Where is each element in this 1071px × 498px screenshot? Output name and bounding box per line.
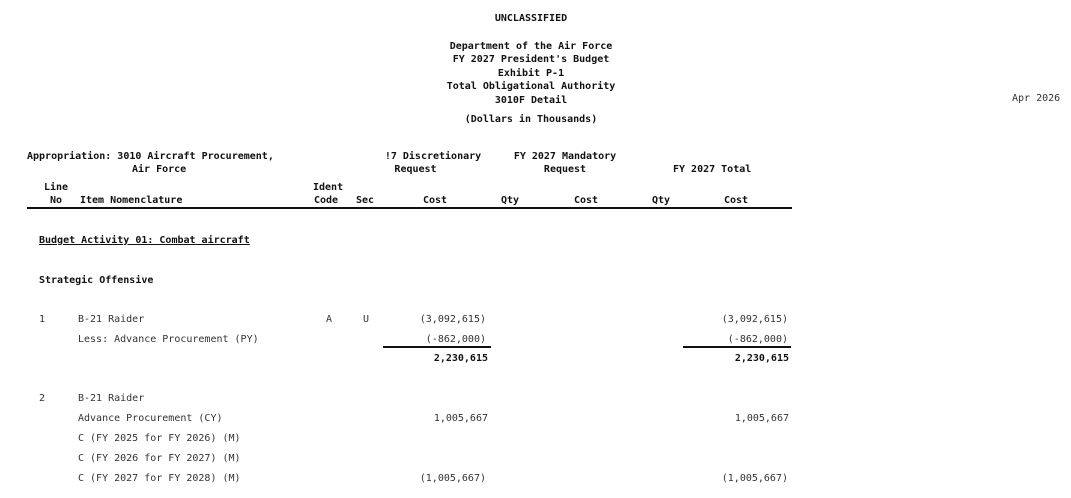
- title-toa: Total Obligational Authority: [446, 81, 616, 92]
- item-nomenclature: C (FY 2025 for FY 2026) (M): [78, 433, 241, 444]
- discretionary-cost: (3,092,615): [419, 314, 486, 325]
- col-cost-mandatory: Cost: [574, 195, 599, 206]
- total-cost: 1,005,667: [734, 413, 789, 424]
- col-cost-discretionary: Cost: [423, 195, 448, 206]
- discretionary-header: !7 Discretionary: [384, 151, 482, 162]
- col-qty-mandatory: Qty: [501, 195, 520, 206]
- col-nomenclature: Item Nomenclature: [80, 195, 183, 206]
- col-sec: Sec: [356, 195, 375, 206]
- col-line: Line: [44, 182, 69, 193]
- section-heading: Strategic Offensive: [39, 275, 154, 286]
- line-number: 1: [39, 314, 46, 325]
- col-code: Code: [314, 195, 339, 206]
- title-department: Department of the Air Force: [449, 41, 613, 52]
- item-nomenclature: C (FY 2027 for FY 2028) (M): [78, 473, 241, 484]
- item-nomenclature: Advance Procurement (CY): [78, 413, 223, 424]
- item-nomenclature: Less: Advance Procurement (PY): [78, 334, 259, 345]
- mandatory-header-request: Request: [543, 164, 587, 175]
- subtotal-rule-total: [683, 346, 791, 348]
- item-nomenclature: C (FY 2026 for FY 2027) (M): [78, 453, 241, 464]
- classification-label: UNCLASSIFIED: [494, 13, 568, 24]
- appropriation-title-line2: Air Force: [132, 164, 187, 175]
- security-code: U: [363, 314, 370, 325]
- appropriation-title: Appropriation: 3010 Aircraft Procurement,: [27, 151, 274, 162]
- discretionary-cost: (-862,000): [425, 334, 486, 345]
- mandatory-header: FY 2027 Mandatory: [513, 151, 617, 162]
- title-detail: 3010F Detail: [494, 95, 568, 106]
- report-date: Apr 2026: [1012, 93, 1061, 104]
- item-nomenclature: B-21 Raider: [78, 314, 145, 325]
- ident-code: A: [326, 314, 333, 325]
- total-cost: (-862,000): [727, 334, 788, 345]
- total-cost: (3,092,615): [721, 314, 788, 325]
- col-no: No: [50, 195, 63, 206]
- total-cost: (1,005,667): [721, 473, 788, 484]
- total-net-cost: 2,230,615: [734, 353, 789, 364]
- discretionary-net-cost: 2,230,615: [433, 353, 488, 364]
- title-exhibit: Exhibit P-1: [497, 68, 565, 79]
- subtotal-rule-discretionary: [383, 346, 491, 348]
- title-budget: FY 2027 President's Budget: [452, 54, 610, 65]
- col-qty-total: Qty: [652, 195, 671, 206]
- discretionary-cost: 1,005,667: [433, 413, 488, 424]
- col-ident: Ident: [313, 182, 344, 193]
- header-rule: [27, 207, 792, 209]
- line-number: 2: [39, 393, 46, 404]
- discretionary-header-request: Request: [394, 164, 437, 175]
- units-label: (Dollars in Thousands): [464, 114, 598, 125]
- discretionary-cost: (1,005,667): [419, 473, 486, 484]
- total-header: FY 2027 Total: [673, 164, 752, 175]
- item-nomenclature: B-21 Raider: [78, 393, 145, 404]
- col-cost-total: Cost: [724, 195, 749, 206]
- budget-activity-heading: Budget Activity 01: Combat aircraft: [39, 235, 250, 246]
